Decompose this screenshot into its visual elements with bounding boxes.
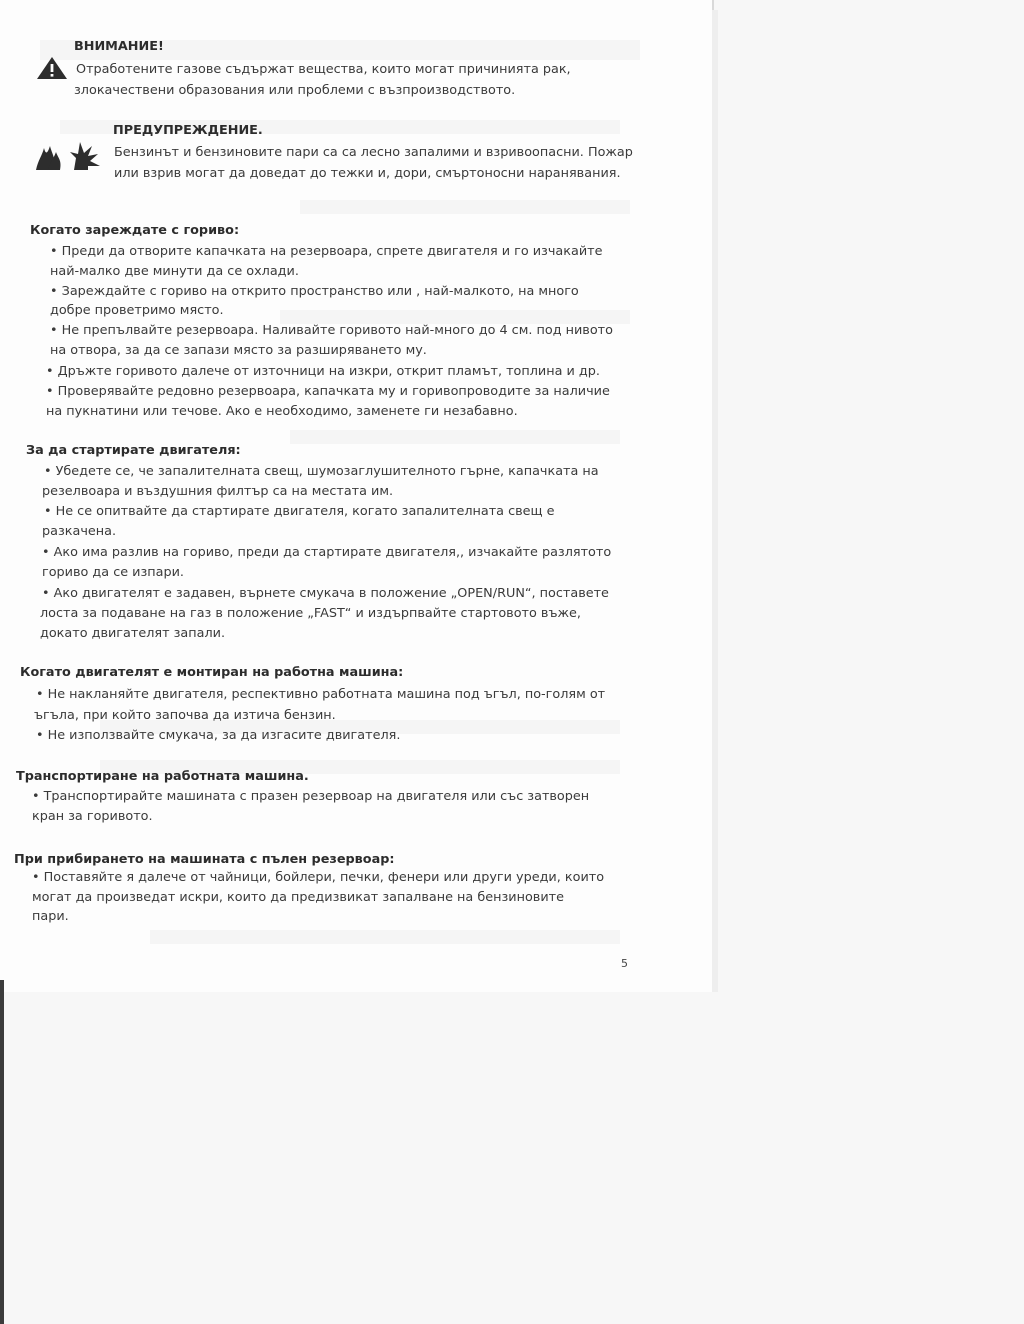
list-item: могат да произведат искри, които да предизвикат запалване на бензиновите [32,890,564,905]
list-item: • Не препълвайте резервоара. Наливайте горивото най-много до 4 см. под нивото [50,323,613,338]
list-item: на отвора, за да се запази място за разширяването му. [50,343,427,358]
fire-explosion-icon [34,136,108,172]
list-item: докато двигателят запали. [40,626,226,641]
list-item: резелвоара и въздушния филтър са на местата им. [42,484,394,499]
bleed-through [300,200,630,214]
section-heading-refuel: Когато зареждате с гориво: [30,223,240,238]
bleed-through [150,930,620,944]
page-number: 5 [621,957,628,970]
list-item: гориво да се изпари. [42,565,185,580]
caution-title: ПРЕДУПРЕЖДЕНИЕ. [113,123,263,138]
list-item: кран за горивото. [32,809,153,824]
list-item: най-малко две минути да се охлади. [50,264,299,279]
bleed-through [290,430,620,444]
list-item: • Зареждайте с гориво на открито пространство или , най-малкото, на много [50,284,579,299]
list-item: добре проветримо място. [50,303,224,318]
section-heading-start: За да стартирате двигателя: [26,443,241,458]
list-item: • Дръжте горивото далече от източници на изкри, открит пламът, топлина и др. [46,364,600,379]
list-item: лоста за подаване на газ в положение „FAST“ и издърпвайте стартовото въже, [40,606,581,621]
warning-text-line: злокачествени образования или проблеми с възпроизводството. [74,83,516,98]
list-item: • Поставяйте я далече от чайници, бойлери, печки, фенери или други уреди, които [32,870,605,885]
list-item: • Не накланяйте двигателя, респективно работната машина под ъгъл, по-голям от [36,687,606,702]
caution-text-line: или взрив могат да доведат до тежки и, дори, смъртоносни наранявания. [114,166,621,181]
list-item: на пукнатини или течове. Ако е необходимо, заменете ги незабавно. [46,404,518,419]
warning-triangle-icon [36,56,68,80]
list-item: • Не използвайте смукача, за да изгасите двигателя. [36,728,401,743]
list-item: • Не се опитвайте да стартирате двигателя, когато запалителната свещ е [44,504,555,519]
list-item: • Ако двигателят е задавен, върнете смукача в положение „OPEN/RUN“, поставете [42,586,609,601]
list-item: • Проверявайте редовно резервоара, капачката му и горивопроводите за наличие [46,384,610,399]
scan-edge [0,980,4,1324]
list-item: разкачена. [42,524,117,539]
section-heading-storage: При прибирането на машината с пълен резервоар: [14,852,395,867]
caution-text-line: Бензинът и бензиновите пари са са лесно запалими и взривоопасни. Пожар [114,145,633,160]
section-heading-mounted: Когато двигателят е монтиран на работна машина: [20,665,404,680]
list-item: • Ако има разлив на гориво, преди да стартирате двигателя,, изчакайте разлятото [42,545,612,560]
list-item: • Транспортирайте машината с празен резервоар на двигателя или със затворен [32,789,590,804]
list-item: • Убедете се, че запалителната свещ, шумозаглушителното гърне, капачката на [44,464,599,479]
section-heading-transport: Транспортиране на работната машина. [16,769,309,784]
warning-text-line: Отработените газове съдържат вещества, които могат причинията рак, [76,62,571,77]
page-edge-shadow [712,10,718,992]
list-item: пари. [32,909,69,924]
list-item: ъгъла, при който започва да изтича бензин. [34,708,336,723]
list-item: • Преди да отворите капачката на резервоара, спрете двигателя и го изчакайте [50,244,603,259]
warning-title: ВНИМАНИЕ! [74,39,164,54]
